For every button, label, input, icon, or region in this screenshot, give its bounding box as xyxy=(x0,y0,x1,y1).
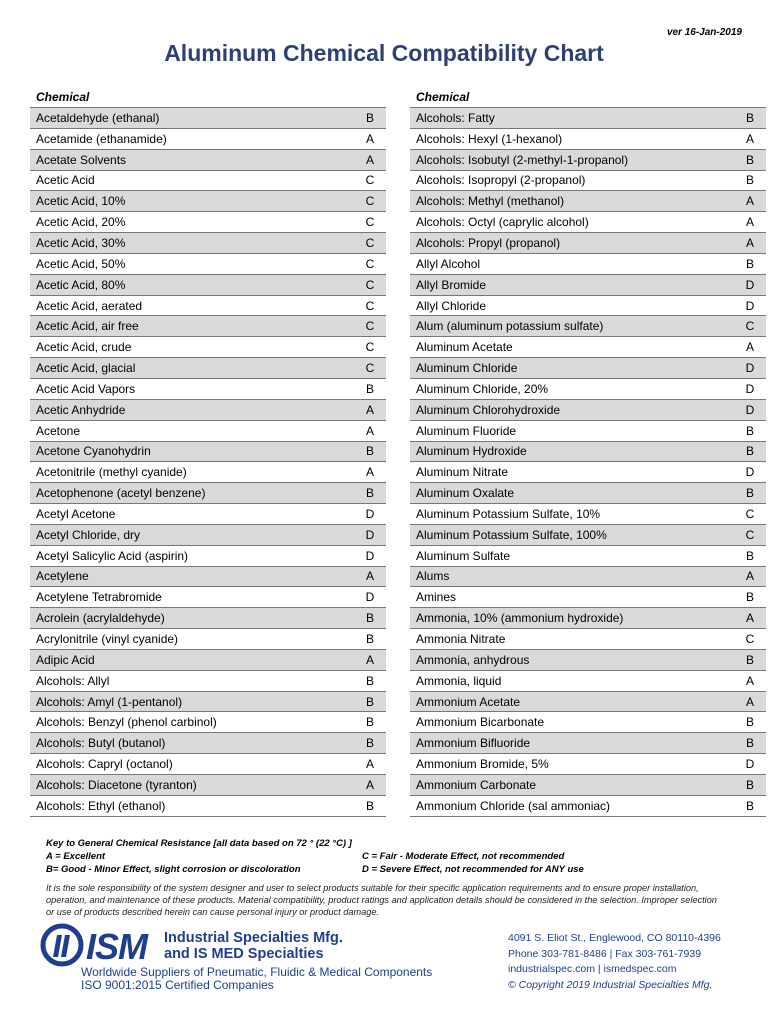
key-entry-c: C = Fair - Moderate Effect, not recommended xyxy=(362,851,565,862)
chemical-name: Acetic Acid Vapors xyxy=(36,381,136,396)
compatibility-rating: B xyxy=(745,423,754,438)
tagline xyxy=(81,966,432,992)
table-row xyxy=(30,442,386,463)
table-row xyxy=(410,150,766,171)
table-row xyxy=(30,796,386,817)
compatibility-rating: B xyxy=(745,590,754,605)
table-row xyxy=(30,171,386,192)
phone-fax: Phone 303-781-8486 | Fax 303-761-7939 xyxy=(508,947,702,960)
compatibility-rating: C xyxy=(365,277,375,292)
chemical-name: Amines xyxy=(416,590,457,605)
compatibility-rating: B xyxy=(365,110,374,125)
compatibility-rating: B xyxy=(745,715,754,730)
chemical-name: Acetaldehyde (ethanal) xyxy=(36,110,160,125)
key-entry-b: B= Good - Minor Effect, slight corrosion or discoloration xyxy=(46,864,301,875)
compatibility-rating: A xyxy=(365,652,374,667)
table-row xyxy=(410,337,766,358)
chemical-name: Acetophenone (acetyl benzene) xyxy=(36,486,206,501)
table-row xyxy=(410,733,766,754)
compatibility-rating: C xyxy=(745,319,755,334)
address: 4091 S. Eliot St., Englewood, CO 80110-4396 xyxy=(508,932,721,944)
compatibility-rating: B xyxy=(745,652,754,667)
compatibility-rating: D xyxy=(745,361,755,376)
key-title: Key to General Chemical Resistance [all data based on 72 ° (22 °C) ] xyxy=(46,838,352,849)
table-row xyxy=(30,400,386,421)
table-row xyxy=(30,129,386,150)
table-row xyxy=(30,150,386,171)
company-line-1: Industrial Specialties Mfg. xyxy=(164,930,343,946)
chemical-name: Acrylonitrile (vinyl cyanide) xyxy=(36,632,179,647)
table-row xyxy=(410,754,766,775)
compatibility-rating: C xyxy=(745,632,755,647)
compatibility-rating: C xyxy=(365,173,375,188)
compatibility-rating: C xyxy=(745,527,755,542)
table-row xyxy=(30,254,386,275)
compatibility-rating: C xyxy=(365,215,375,230)
table-row xyxy=(410,233,766,254)
chemical-name: Alcohols: Propyl (propanol) xyxy=(416,235,561,250)
table-row xyxy=(410,712,766,733)
chemical-name: Alcohols: Allyl xyxy=(36,673,110,688)
compatibility-rating: A xyxy=(745,235,754,250)
website-links[interactable]: industrialspec.com | ismedspec.com xyxy=(508,963,677,975)
compatibility-rating: A xyxy=(365,423,374,438)
chemical-name: Ammonia, anhydrous xyxy=(416,652,530,667)
version-label: ver 16-Jan-2019 xyxy=(666,27,742,38)
chemical-name: Acetylene xyxy=(36,569,89,584)
contact-block xyxy=(508,931,721,993)
table-row xyxy=(410,129,766,150)
chemical-name: Ammonia Nitrate xyxy=(416,632,506,647)
compatibility-rating: C xyxy=(365,235,375,250)
chemical-name: Alcohols: Butyl (butanol) xyxy=(36,736,166,751)
compatibility-rating: D xyxy=(745,381,755,396)
table-row xyxy=(30,546,386,567)
compatibility-rating: B xyxy=(365,444,374,459)
compatibility-rating: B xyxy=(745,444,754,459)
table-row xyxy=(30,587,386,608)
chemical-name: Ammonium Carbonate xyxy=(416,777,537,792)
chemical-table-right xyxy=(410,88,766,817)
compatibility-rating: B xyxy=(365,632,374,647)
table-row xyxy=(410,191,766,212)
chemical-name: Aluminum Sulfate xyxy=(416,548,511,563)
table-row xyxy=(30,608,386,629)
column-header-chemical: Chemical xyxy=(416,90,470,104)
table-row xyxy=(30,754,386,775)
logo-wordmark: ISM xyxy=(86,926,148,967)
compatibility-rating: A xyxy=(365,569,374,584)
compatibility-rating: B xyxy=(745,486,754,501)
table-row xyxy=(30,108,386,129)
chemical-name: Aluminum Chlorohydroxide xyxy=(416,402,561,417)
compatibility-rating: C xyxy=(365,319,375,334)
chemical-name: Aluminum Hydroxide xyxy=(416,444,527,459)
chemical-name: Allyl Bromide xyxy=(416,277,487,292)
table-rows-right xyxy=(410,107,766,817)
page-title: Aluminum Chemical Compatibility Chart xyxy=(164,40,604,66)
table-row xyxy=(30,567,386,588)
chemical-name: Acetic Acid, glacial xyxy=(36,361,136,376)
table-row xyxy=(410,442,766,463)
table-row xyxy=(410,504,766,525)
table-row xyxy=(30,462,386,483)
chemical-name: Acetic Acid, air free xyxy=(36,319,139,334)
chemical-name: Acetic Acid, 80% xyxy=(36,277,126,292)
compatibility-rating: D xyxy=(745,277,755,292)
table-row xyxy=(30,316,386,337)
table-row xyxy=(30,275,386,296)
ism-logo-icon xyxy=(40,923,84,967)
table-row xyxy=(410,296,766,317)
chemical-name: Ammonium Bifluoride xyxy=(416,736,531,751)
table-row xyxy=(410,171,766,192)
compatibility-rating: B xyxy=(365,736,374,751)
compatibility-rating: D xyxy=(745,465,755,480)
resistance-key xyxy=(46,837,726,876)
chemical-name: Acetyl Chloride, dry xyxy=(36,527,141,542)
chemical-name: Alcohols: Amyl (1-pentanol) xyxy=(36,694,183,709)
table-row xyxy=(410,358,766,379)
table-row xyxy=(30,692,386,713)
chemical-name: Aluminum Chloride, 20% xyxy=(416,381,549,396)
compatibility-rating: C xyxy=(745,506,755,521)
compatibility-rating: B xyxy=(365,798,374,813)
tagline-line-1: Worldwide Suppliers of Pneumatic, Fluidic & Medical Components xyxy=(81,965,433,979)
compatibility-rating: B xyxy=(365,381,374,396)
chemical-name: Allyl Alcohol xyxy=(416,256,481,271)
compatibility-rating: D xyxy=(745,298,755,313)
table-row xyxy=(410,567,766,588)
company-line-2: and IS MED Specialties xyxy=(164,946,324,962)
compatibility-rating: B xyxy=(365,694,374,709)
chemical-name: Adipic Acid xyxy=(36,652,95,667)
chemical-name: Aluminum Acetate xyxy=(416,340,513,355)
compatibility-rating: D xyxy=(365,506,375,521)
chemical-name: Alcohols: Octyl (caprylic alcohol) xyxy=(416,215,589,230)
table-row xyxy=(30,525,386,546)
table-row xyxy=(410,525,766,546)
table-row xyxy=(410,108,766,129)
compatibility-rating: D xyxy=(745,757,755,772)
table-row xyxy=(410,275,766,296)
key-entry-a: A = Excellent xyxy=(46,851,106,862)
chemical-name: Acetic Acid, 20% xyxy=(36,215,126,230)
compatibility-rating: B xyxy=(745,736,754,751)
compatibility-rating: B xyxy=(365,673,374,688)
compatibility-rating: B xyxy=(745,152,754,167)
table-row xyxy=(410,379,766,400)
compatibility-rating: B xyxy=(365,611,374,626)
table-row xyxy=(30,212,386,233)
chemical-name: Alcohols: Fatty xyxy=(416,110,495,125)
table-row xyxy=(30,671,386,692)
table-row xyxy=(410,775,766,796)
table-row xyxy=(410,400,766,421)
chemical-name: Aluminum Fluoride xyxy=(416,423,517,438)
tagline-line-2: ISO 9001:2015 Certified Companies xyxy=(81,978,274,992)
chemical-name: Acetic Acid, 10% xyxy=(36,194,126,209)
chemical-name: Aluminum Potassium Sulfate, 100% xyxy=(416,527,607,542)
chemical-name: Ammonium Acetate xyxy=(416,694,521,709)
table-row xyxy=(30,233,386,254)
compatibility-rating: B xyxy=(745,798,754,813)
compatibility-rating: A xyxy=(745,611,754,626)
compatibility-rating: B xyxy=(745,256,754,271)
chemical-name: Acetic Acid, 50% xyxy=(36,256,126,271)
chemical-name: Alcohols: Hexyl (1-hexanol) xyxy=(416,131,563,146)
table-row xyxy=(30,191,386,212)
chemical-name: Acetyl Salicylic Acid (aspirin) xyxy=(36,548,189,563)
compatibility-rating: A xyxy=(745,131,754,146)
table-row xyxy=(30,629,386,650)
chemical-name: Ammonium Bromide, 5% xyxy=(416,757,549,772)
table-row xyxy=(410,671,766,692)
column-header-chemical: Chemical xyxy=(36,90,90,104)
table-row xyxy=(30,379,386,400)
chemical-name: Alcohols: Capryl (octanol) xyxy=(36,757,173,772)
compatibility-rating: A xyxy=(745,694,754,709)
table-row xyxy=(30,358,386,379)
table-row xyxy=(410,483,766,504)
table-row xyxy=(30,775,386,796)
chemical-name: Acetic Anhydride xyxy=(36,402,126,417)
chemical-table-left xyxy=(30,88,386,817)
compatibility-rating: B xyxy=(745,173,754,188)
table-row xyxy=(30,421,386,442)
table-row xyxy=(410,254,766,275)
compatibility-rating: B xyxy=(745,777,754,792)
table-row xyxy=(30,650,386,671)
compatibility-rating: A xyxy=(745,194,754,209)
chemical-name: Ammonia, 10% (ammonium hydroxide) xyxy=(416,611,624,626)
compatibility-rating: A xyxy=(365,777,374,792)
chemical-name: Acrolein (acrylaldehyde) xyxy=(36,611,165,626)
chemical-name: Alcohols: Benzyl (phenol carbinol) xyxy=(36,715,217,730)
chemical-name: Acetamide (ethanamide) xyxy=(36,131,167,146)
compatibility-rating: A xyxy=(365,131,374,146)
chemical-name: Ammonium Chloride (sal ammoniac) xyxy=(416,798,611,813)
disclaimer-text: It is the sole responsibility of the system designer and user to select products suitable for their specific application requirements and to ensure proper installation, operation, and maintenance of these products. Material compatibility, product ratings and application details should be considered in the selection. Improper selection or use of products described herein can cause personal injury or product damage. xyxy=(46,883,717,917)
chemical-name: Acetic Acid, 30% xyxy=(36,235,126,250)
compatibility-rating: A xyxy=(745,569,754,584)
chemical-name: Acetic Acid, aerated xyxy=(36,298,143,313)
company-name xyxy=(164,930,343,962)
key-entry-d: D = Severe Effect, not recommended for ANY use xyxy=(362,864,584,875)
chemical-name: Alums xyxy=(416,569,450,584)
compatibility-rating: A xyxy=(745,673,754,688)
compatibility-rating: D xyxy=(745,402,755,417)
table-row xyxy=(410,608,766,629)
chemical-name: Acetone Cyanohydrin xyxy=(36,444,151,459)
table-row xyxy=(410,587,766,608)
compatibility-rating: B xyxy=(365,715,374,730)
chemical-name: Alcohols: Isobutyl (2-methyl-1-propanol) xyxy=(416,152,629,167)
chemical-name: Acetyl Acetone xyxy=(36,506,116,521)
chemical-name: Aluminum Potassium Sulfate, 10% xyxy=(416,506,601,521)
table-row xyxy=(410,650,766,671)
chemical-name: Acetate Solvents xyxy=(36,152,127,167)
table-row xyxy=(30,483,386,504)
chemical-name: Allyl Chloride xyxy=(416,298,487,313)
table-row xyxy=(30,337,386,358)
chemical-name: Acetone xyxy=(36,423,81,438)
compatibility-rating: B xyxy=(745,548,754,563)
compatibility-rating: A xyxy=(365,757,374,772)
table-row xyxy=(410,629,766,650)
chemical-name: Aluminum Nitrate xyxy=(416,465,509,480)
compatibility-rating: A xyxy=(745,215,754,230)
table-row xyxy=(410,316,766,337)
table-row xyxy=(410,421,766,442)
chemical-name: Aluminum Chloride xyxy=(416,361,518,376)
table-row xyxy=(30,296,386,317)
chemical-name: Alum (aluminum potassium sulfate) xyxy=(416,319,604,334)
compatibility-rating: C xyxy=(365,194,375,209)
table-row xyxy=(410,462,766,483)
chemical-name: Ammonia, liquid xyxy=(416,673,502,688)
chemical-name: Alcohols: Isopropyl (2-propanol) xyxy=(416,173,586,188)
compatibility-rating: C xyxy=(365,340,375,355)
chemical-name: Ammonium Bicarbonate xyxy=(416,715,545,730)
chemical-name: Alcohols: Diacetone (tyranton) xyxy=(36,777,197,792)
table-row xyxy=(30,504,386,525)
chemical-name: Acetonitrile (methyl cyanide) xyxy=(36,465,187,480)
copyright: © Copyright 2019 Industrial Specialties Mfg. xyxy=(508,978,713,991)
compatibility-rating: B xyxy=(365,486,374,501)
table-rows-left xyxy=(30,107,386,817)
chemical-name: Acetic Acid, crude xyxy=(36,340,132,355)
compatibility-rating: A xyxy=(365,402,374,417)
compatibility-rating: D xyxy=(365,527,375,542)
compatibility-rating: B xyxy=(745,110,754,125)
chemical-name: Alcohols: Methyl (methanol) xyxy=(416,194,565,209)
table-row xyxy=(410,692,766,713)
compatibility-rating: A xyxy=(365,152,374,167)
chemical-name: Alcohols: Ethyl (ethanol) xyxy=(36,798,166,813)
compatibility-rating: D xyxy=(365,590,375,605)
chemical-name: Acetic Acid xyxy=(36,173,95,188)
table-row xyxy=(410,212,766,233)
table-row xyxy=(30,733,386,754)
compatibility-rating: D xyxy=(365,548,375,563)
table-row xyxy=(30,712,386,733)
chemical-name: Aluminum Oxalate xyxy=(416,486,515,501)
compatibility-rating: C xyxy=(365,298,375,313)
chemical-name: Acetylene Tetrabromide xyxy=(36,590,162,605)
compatibility-rating: C xyxy=(365,361,375,376)
compatibility-rating: A xyxy=(365,465,374,480)
compatibility-rating: A xyxy=(745,340,754,355)
table-row xyxy=(410,546,766,567)
table-row xyxy=(410,796,766,817)
compatibility-rating: C xyxy=(365,256,375,271)
